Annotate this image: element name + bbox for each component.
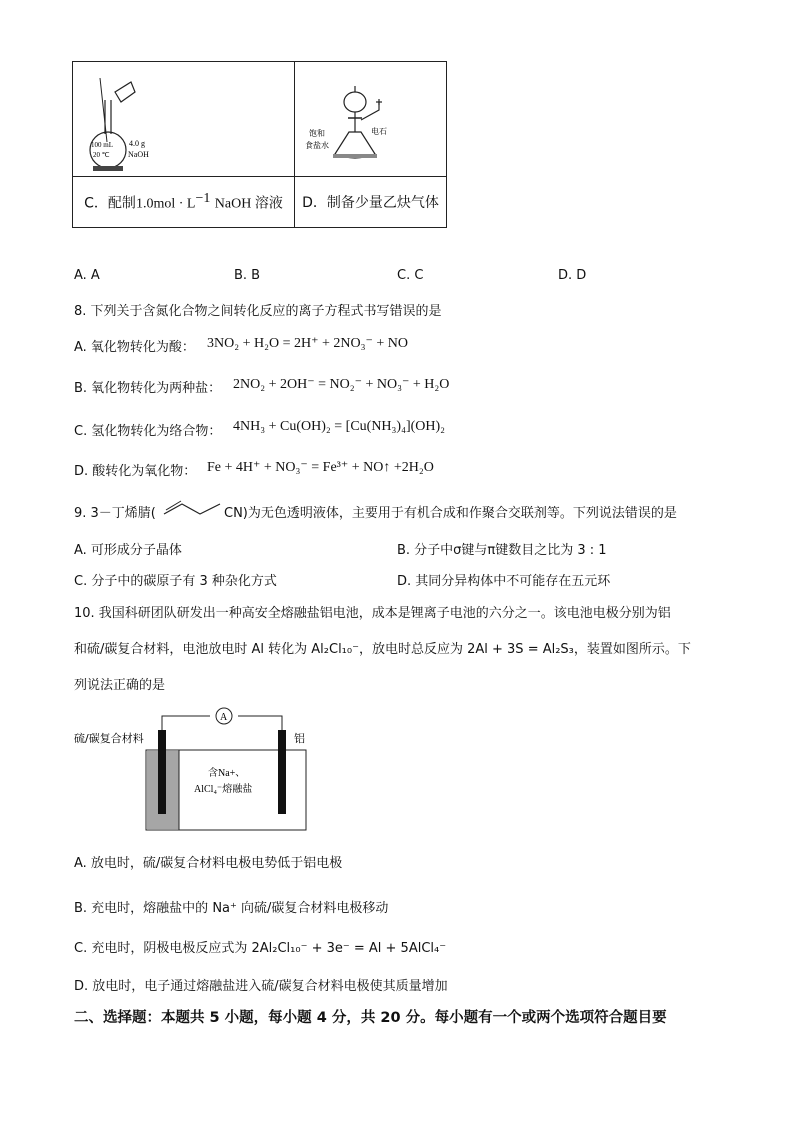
brine-label-2: 食盐水	[305, 141, 329, 150]
flask-temp-label: 20 ℃	[93, 151, 110, 159]
q7-option-a: A. A	[74, 268, 100, 283]
flask-volume-label: 100 mL	[91, 141, 113, 149]
section-2-heading: 二、选择题：本题共 5 小题，每小题 4 分，共 20 分。每小题有一个或两个选项符合题目要	[74, 1010, 667, 1026]
cell-d-caption: D．制备少量乙炔气体	[295, 177, 447, 228]
cell-c-image	[73, 62, 295, 177]
carbide-label: 电石	[371, 127, 387, 136]
q9-option-a: A. 可形成分子晶体	[74, 543, 182, 558]
q8-a-equation: 3NO₂ + H₂O = 2H⁺ + 2NO₃⁻ + NO	[207, 336, 408, 351]
butenenitrile-skeleton	[162, 500, 224, 518]
brine-label-1: 饱和	[309, 129, 325, 138]
q8-c-equation: 4NH₃ + Cu(OH)₂ = [Cu(NH₃)₄](OH)₂	[233, 419, 446, 434]
reagent-label: NaOH	[128, 150, 149, 159]
q10-option-b: B. 充电时，熔融盐中的 Na⁺ 向硫/碳复合材料电极移动	[74, 901, 389, 916]
anode-label: 铝	[294, 732, 305, 745]
q9-option-c: C. 分子中的碳原子有 3 种杂化方式	[74, 574, 277, 589]
ammeter-icon: A	[220, 712, 228, 723]
q7-option-d: D. D	[558, 268, 587, 283]
q7-option-b: B. B	[234, 268, 261, 283]
q10-line-1: 10. 我国科研团队研发出一种高安全熔融盐铝电池，成本是锂离子电池的六分之一。该电池电极分别为铝	[74, 606, 671, 621]
electrolyte-label-2: AlCl₄⁻熔融盐	[194, 784, 253, 795]
q9-stem-a: 9. 3－丁烯腈(	[74, 506, 156, 521]
q7-option-c: C. C	[397, 268, 424, 283]
cathode-label: 硫/碳复合材料	[74, 732, 144, 745]
q8-a-label: A. 氧化物转化为酸：	[74, 340, 195, 355]
q8-stem: 8. 下列关于含氮化合物之间转化反应的离子方程式书写错误的是	[74, 304, 442, 319]
battery-figure	[70, 704, 330, 836]
q10-line-2: 和硫/碳复合材料，电池放电时 Al 转化为 Al₂Cl₁₀⁻，放电时总反应为 2Al + 3S = Al₂S₃，装置如图所示。下	[74, 642, 691, 657]
electrolyte-label-1: 含Na+、	[208, 768, 246, 779]
apparatus-table	[72, 61, 447, 228]
cell-c-caption: C．配制$1.0mol \cdot L^{-1}$ NaOH 溶液	[73, 177, 295, 228]
acetylene-apparatus-figure	[295, 62, 446, 176]
q8-c-label: C. 氢化物转化为络合物：	[74, 424, 222, 439]
q10-option-d: D. 放电时，电子通过熔融盐进入硫/碳复合材料电极使其质量增加	[74, 979, 448, 994]
q10-option-c: C. 充电时，阴极电极反应式为 2Al₂Cl₁₀⁻ + 3e⁻ = Al + 5AlCl₄⁻	[74, 941, 447, 956]
q8-d-label: D. 酸转化为氧化物：	[74, 464, 197, 479]
q8-d-equation: Fe + 4H⁺ + NO₃⁻ = Fe³⁺ + NO↑ +2H₂O	[207, 460, 434, 475]
q9-option-d: D. 其同分异构体中不可能存在五元环	[397, 574, 611, 589]
q9-option-b: B. 分子中σ键与π键数目之比为 3 : 1	[397, 543, 607, 558]
q9-stem-b: CN)为无色透明液体，主要用于有机合成和作聚合交联剂等。下列说法错误的是	[224, 506, 677, 521]
q8-b-equation: 2NO₂ + 2OH⁻ = NO₂⁻ + NO₃⁻ + H₂O	[233, 377, 450, 392]
cell-d-image	[295, 62, 447, 177]
q10-option-a: A. 放电时，硫/碳复合材料电极电势低于铝电极	[74, 856, 343, 871]
volumetric-flask-figure	[73, 62, 294, 176]
q8-b-label: B. 氧化物转化为两种盐：	[74, 381, 222, 396]
mass-label: 4.0 g	[129, 139, 145, 148]
q10-line-3: 列说法正确的是	[74, 678, 166, 693]
